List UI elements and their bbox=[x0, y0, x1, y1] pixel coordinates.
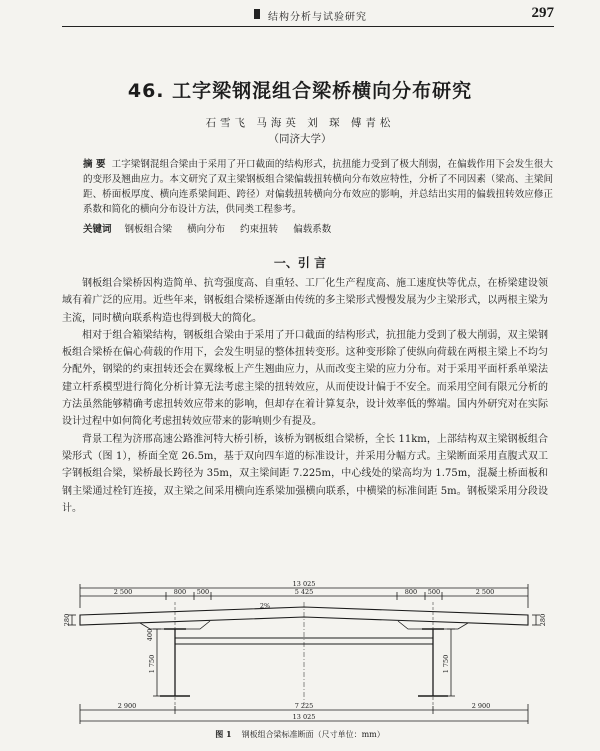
keyword: 约束扭转 bbox=[240, 224, 279, 235]
body-text bbox=[62, 275, 548, 517]
dim-segment: 800 bbox=[173, 588, 187, 596]
abstract-text: 工字梁钢混组合梁由于采用了开口截面的结构形式，抗扭能力受到了极大削弱，在偏载作用下会发生很大的变形及翘曲应力。本文研究了双主梁钢板组合梁偏载扭转横向分布效应特性，分析了不同因素（梁高、主梁间距、桥面板厚度、横向连系梁间距、跨径）对偏载扭转横向分布效应的影响，并总结出实用的偏载扭转效应修正系数和简化的横向分布设计方法，供同类工程参考。 bbox=[83, 159, 553, 215]
dim-bottom-segment: 7 225 bbox=[294, 702, 314, 710]
header-square-mark bbox=[254, 9, 260, 19]
body-paragraph: 钢板组合梁桥因构造简单、抗弯强度高、自重轻、工厂化生产程度高、施工速度快等优点，在桥梁建设领域有着广泛的应用。近些年来，钢板组合梁桥逐渐由传统的多主梁形式慢慢发展为少主梁形式，以两根主梁为主流，同时横向联系构造也得到极大的简化。 bbox=[62, 278, 548, 324]
figure-label: 图 1 bbox=[215, 729, 232, 739]
dim-segment: 800 bbox=[404, 588, 418, 596]
keywords-label: 关键词 bbox=[83, 224, 112, 235]
dim-haunch: 400 bbox=[146, 628, 154, 642]
dim-deck-thickness-right: 280 bbox=[539, 613, 547, 627]
author-list: 石雪飞 马海英 刘 琛 傅青松 bbox=[205, 117, 395, 129]
dim-bottom-segment: 2 900 bbox=[471, 702, 491, 710]
dim-segment: 5 425 bbox=[294, 588, 314, 596]
dim-girder-height-right: 1 750 bbox=[442, 654, 450, 674]
abstract-block bbox=[83, 157, 553, 217]
dim-bottom-segment: 2 900 bbox=[117, 702, 137, 710]
running-header bbox=[62, 4, 554, 27]
article-title: 46. 工字梁钢混组合梁桥横向分布研究 bbox=[127, 80, 473, 102]
body-paragraph: 背景工程为济邢高速公路淮河特大桥引桥，该桥为钢板组合梁桥，全长 11km，上部结构双主梁钢板组合梁形式（图 1），桥面全宽 26.5m，基于双向四车道的标准设计，并采用分幅方式。主梁断面采用直腹式双工字钢板组合梁，梁桥最长跨径为 35m，双主梁间距 7.225m，中心线处的梁高均为 1.75m，混凝土桥面板和钢主梁通过栓钉连接，双主梁之间采用横向连系梁加强横向联系，中横梁的标准间距 5m。钢板梁采用分段设计。 bbox=[62, 433, 548, 514]
dim-segment: 500 bbox=[196, 588, 210, 596]
keyword: 横向分布 bbox=[187, 224, 226, 235]
keywords-block bbox=[83, 221, 553, 235]
affiliation: （同济大学） bbox=[268, 133, 332, 145]
dim-segment: 500 bbox=[427, 588, 441, 596]
crossfall-label: 2% bbox=[259, 602, 271, 610]
cross-section-figure bbox=[60, 580, 550, 725]
dim-segment: 2 500 bbox=[475, 588, 495, 596]
figure-caption bbox=[0, 729, 600, 740]
dim-girder-height-left: 1 750 bbox=[148, 654, 156, 674]
dim-segment: 2 500 bbox=[113, 588, 133, 596]
section-heading: 一、引 言 bbox=[273, 256, 327, 270]
abstract-label: 摘 要 bbox=[83, 159, 106, 170]
dim-deck-thickness-left: 280 bbox=[63, 613, 71, 627]
dim-overall-top: 13 025 bbox=[292, 580, 316, 588]
dim-overall-bottom: 13 025 bbox=[292, 713, 316, 721]
figure-caption-text: 钢板组合梁标准断面（尺寸单位：mm） bbox=[241, 730, 385, 739]
page-number: 297 bbox=[531, 5, 554, 21]
keyword: 钢板组合梁 bbox=[124, 224, 173, 235]
body-paragraph: 相对于组合箱梁结构，钢板组合梁由于采用了开口截面的结构形式，抗扭能力受到了极大削弱，双主梁钢板组合梁桥在偏心荷载的作用下，会发生明显的整体扭转变形。这种变形除了使纵向荷载在两根主梁上不均匀分配外，钢梁的约束扭转还会在翼缘板上产生翘曲应力，从而改变主梁的应力分布。对于采用平面杆系单梁法建立杆系模型进行简化分析计算无法考虑主梁的扭转效应，从而使设计偏于不安全。而采用空间有限元分析的方法虽然能够精确考虑扭转效应带来的影响，但却存在着计算复杂，设计效率低的弊端。国内外研究对在实际设计过程中如何简化考虑扭转效应带来的影响则少有提及。 bbox=[62, 329, 548, 428]
journal-section: 结构分析与试验研究 bbox=[268, 12, 367, 23]
keyword: 偏载系数 bbox=[293, 224, 332, 235]
